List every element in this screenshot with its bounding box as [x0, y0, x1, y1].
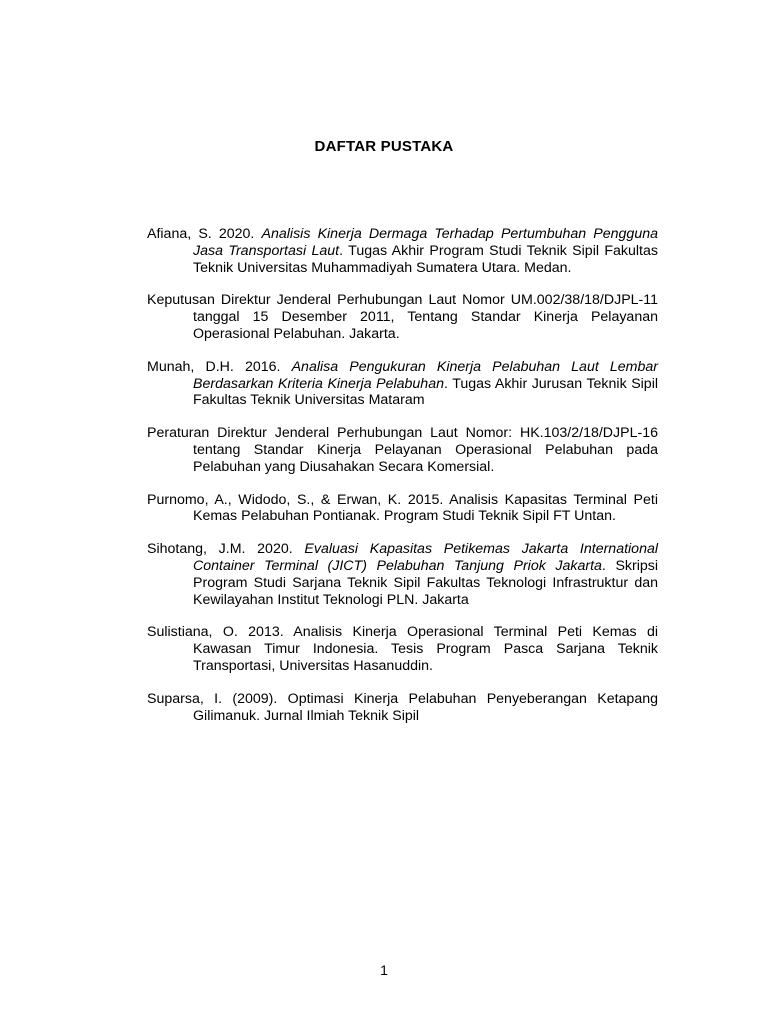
reference-text: . Skripsi Program Studi Sarjana Teknik Sipil Fakultas Teknologi Infrastruktur dan Kewilayahan Institut Teknologi PLN. Jakarta: [193, 557, 659, 608]
reference-text: Purnomo, A., Widodo, S., & Erwan, K. 2015. Analisis Kapasitas Terminal Peti Kemas Pelabuhan Pontianak. Program Studi Teknik Sipil FT Untan.: [147, 491, 658, 525]
reference-text: . Tugas Akhir Jurusan Teknik Sipil Fakultas Teknik Universitas Mataram: [193, 375, 659, 409]
reference-text: Sihotang, J.M. 2020.: [147, 541, 305, 558]
reference-entry: [147, 492, 658, 526]
reference-text: Suparsa, I. (2009). Optimasi Kinerja Pelabuhan Penyeberangan Ketapang Gilimanuk. Jurnal Ilmiah Teknik Sipil: [147, 690, 658, 724]
reference-entry: [147, 425, 658, 475]
reference-list: [147, 226, 658, 740]
page-title: DAFTAR PUSTAKA: [314, 138, 454, 155]
reference-text: Keputusan Direktur Jenderal Perhubungan Laut Nomor UM.002/38/18/DJPL-11 tanggal 15 Desember 2011, Tentang Standar Kinerja Pelayanan Operasional Pelabuhan. Jakarta.: [147, 292, 658, 342]
reference-title-italic: Analisa Pengukuran Kinerja Pelabuhan Laut Lembar Berdasarkan Kriteria Kinerja Pelabuhan: [193, 358, 659, 392]
reference-title-italic: Analisis Kinerja Dermaga Terhadap Pertumbuhan Pengguna Jasa Transportasi Laut: [193, 226, 658, 259]
reference-entry: [147, 691, 658, 725]
reference-entry: [147, 292, 658, 342]
reference-entry: [147, 359, 658, 409]
reference-entry: [147, 624, 658, 674]
reference-text: . Tugas Akhir Program Studi Teknik Sipil Fakultas Teknik Universitas Muhammadiyah Sumatera Utara. Medan.: [193, 242, 658, 276]
reference-title-italic: Evaluasi Kapasitas Petikemas Jakarta International Container Terminal (JICT) Pelabuhan Tanjung Priok Jakarta: [193, 541, 659, 574]
reference-entry: [147, 226, 658, 276]
reference-text: Afiana, S. 2020.: [147, 226, 262, 242]
reference-text: Peraturan Direktur Jenderal Perhubungan Laut Nomor: HK.103/2/18/DJPL-16 tentang Standar Kinerja Pelayanan Operasional Pelabuhan pada Pelabuhan yang Diusahakan Secara Komersial.: [147, 425, 658, 475]
reference-entry: [147, 541, 658, 608]
reference-text: Munah, D.H. 2016.: [147, 358, 292, 375]
reference-text: Sulistiana, O. 2013. Analisis Kinerja Operasional Terminal Peti Kemas di Kawasan Timur Indonesia. Tesis Program Pasca Sarjana Teknik Transportasi, Universitas Hasanuddin.: [147, 624, 658, 674]
page-number: 1: [380, 962, 388, 978]
